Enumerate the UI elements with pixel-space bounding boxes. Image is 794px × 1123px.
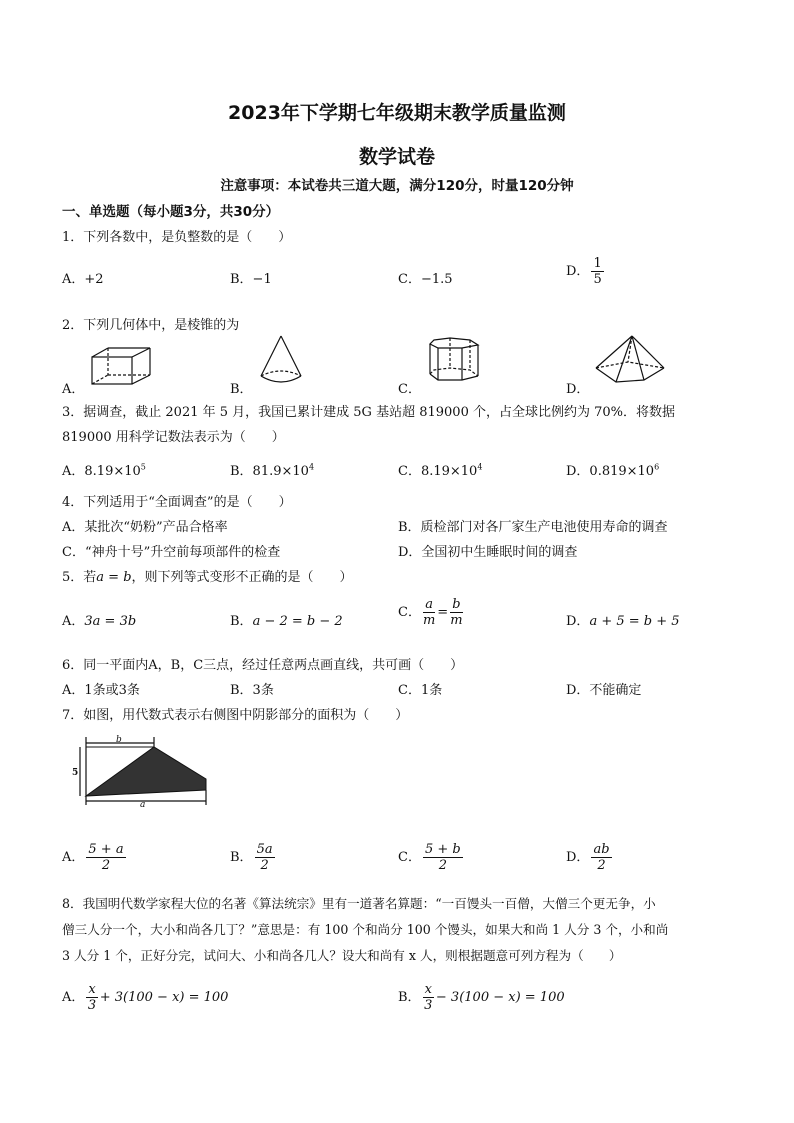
q6-option-b: B．3条 xyxy=(230,683,274,698)
fraction-denominator: 3 xyxy=(424,998,433,1013)
q1-option-a: A．+2 xyxy=(62,272,104,287)
q5-option-d-label: D． xyxy=(566,614,590,629)
figure-label-a: a xyxy=(140,800,146,810)
fraction-denominator: 5 xyxy=(593,272,602,287)
exam-title: 2023年下学期七年级期末教学质量监测 xyxy=(228,102,566,124)
q8-option-b-rest: − 3(100 − x) = 100 xyxy=(435,990,565,1005)
q7-option-b xyxy=(230,842,277,873)
q7-option-a-label: A． xyxy=(62,850,85,865)
question-8-line3: 3 人分 1 个，正好分完，试问大、小和尚各几人？设大和尚有 x 人，则根据题意可列方程为（ ） xyxy=(62,948,622,963)
q5-option-a xyxy=(62,610,136,629)
q2-option-a: A． xyxy=(62,382,85,397)
q1-option-d xyxy=(566,256,606,287)
exam-subtitle: 数学试卷 xyxy=(358,146,435,168)
exponent: 6 xyxy=(654,462,660,472)
q5-option-c xyxy=(398,597,465,628)
fraction-denominator: 2 xyxy=(260,858,269,873)
q5-stem-pre: 5．若 xyxy=(62,570,97,585)
q2-option-d: D． xyxy=(566,382,590,397)
exponent: 4 xyxy=(477,462,483,472)
q8-option-a-rest: + 3(100 − x) = 100 xyxy=(99,990,229,1005)
question-4-stem: 4．下列适用于“全面调查”的是（ ） xyxy=(62,495,292,510)
fraction xyxy=(591,256,603,287)
q1-option-b: B．−1 xyxy=(230,272,272,287)
q7-option-d xyxy=(566,842,614,873)
q6-option-a: A．1条或3条 xyxy=(62,683,140,698)
q5-option-a-math: 3a = 3b xyxy=(84,614,137,629)
hexagonal-prism-icon xyxy=(426,336,486,386)
q4-option-b: B．质检部门对各厂家生产电池使用寿命的调查 xyxy=(398,520,668,535)
question-8-line1: 8．我国明代数学家程大位的名著《算法统宗》里有一道著名算题：“一百馒头一百僧，大僧三个更无争，小 xyxy=(62,896,656,911)
fraction xyxy=(423,842,463,873)
question-8-line2: 僧三人分一个，大小和尚各几丁？”意思是：有 100 个和尚分 100 个馒头，如果大和尚 1 人分 3 个，小和尚 xyxy=(62,922,669,937)
q3-option-d xyxy=(566,460,659,479)
cuboid-icon xyxy=(88,345,158,387)
fraction xyxy=(86,982,97,1013)
q1-option-d-label: D． xyxy=(566,264,590,279)
fraction-denominator: 3 xyxy=(87,998,97,1013)
q8-option-b-label: B． xyxy=(398,990,421,1005)
question-3-stem-line2: 819000 用科学记数法表示为（ ） xyxy=(62,430,285,445)
fraction-numerator: ab xyxy=(593,842,610,857)
q4-option-d: D．全国初中生睡眠时间的调查 xyxy=(398,545,578,560)
q7-option-d-label: D． xyxy=(566,850,590,865)
q5-option-b-math: a − 2 = b − 2 xyxy=(252,614,343,629)
q5-stem-math: a = b xyxy=(96,570,132,585)
q5-option-b-label: B． xyxy=(230,614,253,629)
shaded-area-figure xyxy=(70,735,215,810)
q3-option-d-text: D．0.819×10 xyxy=(566,464,655,479)
q5-option-d xyxy=(566,610,680,629)
fraction-numerator: 5a xyxy=(256,842,273,857)
q7-option-c-label: C． xyxy=(398,850,421,865)
fraction-denominator: m xyxy=(450,613,463,628)
exponent: 4 xyxy=(308,462,315,472)
q3-option-b xyxy=(230,460,314,479)
fraction-denominator: 2 xyxy=(597,858,606,873)
q3-option-a-text: A．8.19×10 xyxy=(62,464,141,479)
fraction-numerator: 5 + a xyxy=(88,842,124,857)
pyramid-icon xyxy=(594,334,666,386)
fraction-numerator: 5 + b xyxy=(424,842,461,857)
fraction xyxy=(450,597,462,628)
fraction xyxy=(255,842,275,873)
q2-option-c: C． xyxy=(398,382,421,397)
q5-option-a-label: A． xyxy=(62,614,85,629)
q4-option-c: C．“神舟十号”升空前每项部件的检查 xyxy=(62,545,281,560)
q3-option-c-text: C．8.19×10 xyxy=(398,464,478,479)
fraction-numerator: a xyxy=(423,597,435,613)
question-7-stem: 7．如图，用代数式表示右侧图中阴影部分的面积为（ ） xyxy=(62,708,409,723)
fraction-numerator: 1 xyxy=(593,256,602,271)
fraction-numerator: x xyxy=(424,982,432,997)
q7-option-a xyxy=(62,842,128,873)
equals-sign: = xyxy=(437,605,449,620)
q8-option-b xyxy=(398,982,565,1013)
exam-notice: 注意事项：本试卷共三道大题，满分120分，时量120分钟 xyxy=(220,178,574,194)
q5-option-d-math: a + 5 = b + 5 xyxy=(589,614,680,629)
q5-stem-post: ，则下列等式变形不正确的是（ ） xyxy=(131,570,353,585)
fraction xyxy=(86,842,125,873)
question-1-stem: 1．下列各数中，是负整数的是（ ） xyxy=(62,230,292,245)
figure-label-b: b xyxy=(116,735,122,745)
q4-option-a: A．某批次“奶粉”产品合格率 xyxy=(62,520,228,535)
fraction-numerator: b xyxy=(452,597,461,612)
cone-icon xyxy=(258,334,304,386)
question-3-stem-line1: 3．据调查，截止 2021 年 5 月，我国已累计建成 5G 基站超 819000 个，占全球比例约为 70%．将数据 xyxy=(62,405,675,420)
q8-option-a-label: A． xyxy=(62,990,85,1005)
fraction-denominator: 2 xyxy=(438,858,447,873)
question-5-stem xyxy=(62,566,353,585)
question-6-stem: 6．同一平面内A，B，C三点，经过任意两点画直线，共可画（ ） xyxy=(62,658,464,673)
q1-option-c: C．−1.5 xyxy=(398,272,453,287)
fraction-numerator: x xyxy=(88,982,96,997)
fraction-denominator: m xyxy=(422,613,436,628)
figure-label-5: 5 xyxy=(72,768,79,778)
q5-option-c-label: C． xyxy=(398,605,421,620)
q3-option-b-text: B．81.9×10 xyxy=(230,464,309,479)
q5-option-b xyxy=(230,610,343,629)
q3-option-c xyxy=(398,460,482,479)
question-2-stem: 2．下列几何体中，是棱锥的为 xyxy=(62,318,240,333)
q8-option-a xyxy=(62,982,228,1013)
q7-option-b-label: B． xyxy=(230,850,253,865)
section-heading: 一、单选题（每小题3分，共30分） xyxy=(62,204,280,220)
q6-option-d: D．不能确定 xyxy=(566,683,642,698)
fraction xyxy=(423,597,435,628)
q3-option-a xyxy=(62,460,146,479)
fraction xyxy=(591,842,611,873)
q2-option-b: B． xyxy=(230,382,253,397)
q6-option-c: C．1条 xyxy=(398,683,443,698)
fraction-denominator: 2 xyxy=(101,858,111,873)
fraction xyxy=(423,982,434,1013)
q7-option-c xyxy=(398,842,465,873)
exponent: 5 xyxy=(140,462,146,472)
